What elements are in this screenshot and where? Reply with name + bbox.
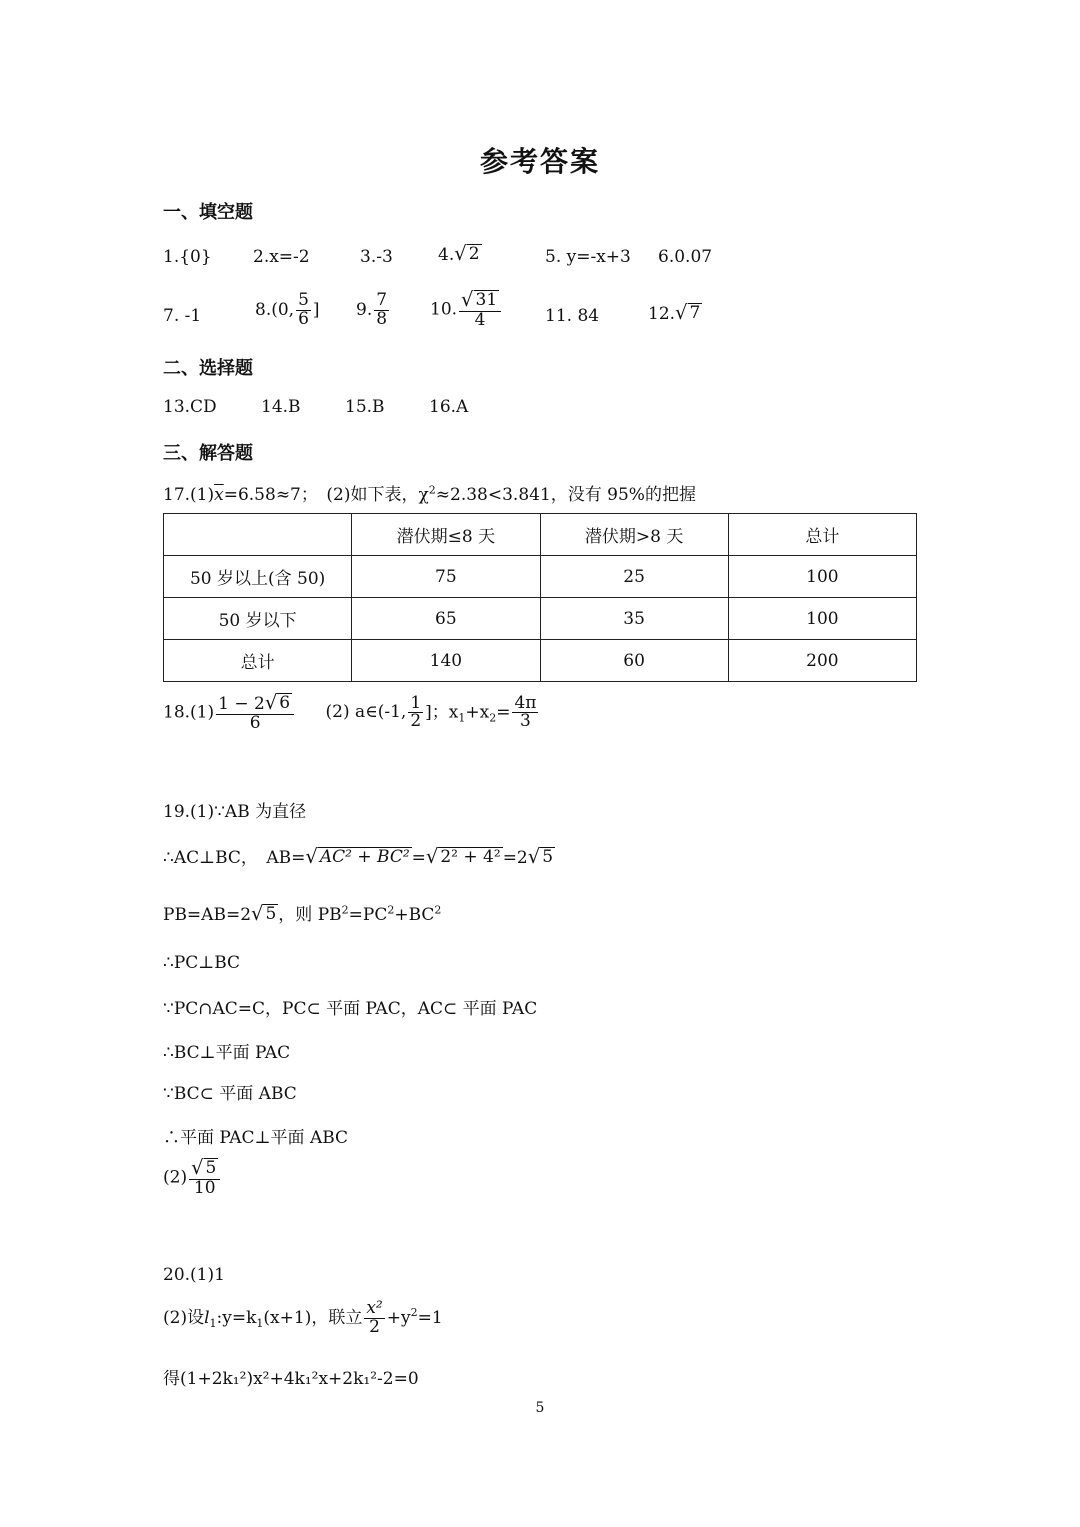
answer-9-denominator: 8 bbox=[376, 308, 388, 329]
q20-line-3: 得(1+2k₁²)x²+4k₁²x+2k₁²-2=0 bbox=[163, 1369, 419, 1389]
answer-7: 7. -1 bbox=[163, 306, 202, 326]
q18-f2-numerator: 1 bbox=[410, 692, 422, 713]
q19-l3-sup1: 2 bbox=[341, 903, 349, 917]
q20-l2-d: +y bbox=[386, 1307, 411, 1328]
answer-6: 6.0.07 bbox=[658, 247, 713, 267]
table-cell: 100 bbox=[728, 598, 916, 640]
q17-xbar: $\overline{x}$ bbox=[214, 485, 224, 505]
table-header-cell: 总计 bbox=[728, 514, 916, 556]
contingency-table bbox=[163, 513, 917, 682]
answer-12-prefix: 12. bbox=[648, 304, 676, 324]
q19-l9-prefix: (2) bbox=[163, 1167, 188, 1188]
table-cell: 50 岁以下 bbox=[164, 598, 352, 640]
answer-1: 1.{0} bbox=[163, 247, 212, 267]
page-title: 参考答案 bbox=[479, 145, 600, 178]
q20-l2-sub2: 1 bbox=[256, 1317, 264, 1331]
answer-8-denominator: 6 bbox=[298, 308, 309, 329]
answer-3: 3.-3 bbox=[360, 247, 393, 267]
q18-sub1: 1 bbox=[458, 711, 466, 725]
q20-l2-sub: 1 bbox=[209, 1317, 217, 1331]
answer-5: 5. y=-x+3 bbox=[545, 247, 631, 267]
table-cell: 35 bbox=[540, 598, 728, 640]
answer-12: 12. √ 7 bbox=[648, 301, 701, 324]
table-header-cell: 潜伏期≤8 天 bbox=[352, 514, 540, 556]
table-cell: 200 bbox=[728, 640, 916, 682]
answer-10-denominator: 4 bbox=[474, 309, 486, 330]
q19-l3-radicand: 5 bbox=[265, 904, 277, 924]
answer-4: 4. √ 2 bbox=[438, 242, 480, 265]
answer-11: 11. 84 bbox=[545, 306, 600, 326]
answer-9 bbox=[356, 292, 391, 329]
answer-8 bbox=[255, 292, 320, 329]
q19-line-4: ∴PC⊥BC bbox=[163, 953, 241, 973]
q20-l2-b: :y=k bbox=[216, 1307, 257, 1328]
table-header-cell bbox=[164, 514, 352, 556]
table-cell: 总计 bbox=[164, 640, 352, 682]
q19-l2-eq: = bbox=[411, 848, 426, 868]
q18-f1-radicand: 6 bbox=[279, 693, 291, 713]
q19-l2-a: ∴AC⊥BC， AB= bbox=[163, 848, 306, 868]
choice-answer: 16.A bbox=[429, 397, 469, 417]
choice-answer: 14.B bbox=[261, 397, 301, 417]
q18-f1-denominator: 6 bbox=[249, 712, 261, 733]
answer-10-radicand: 31 bbox=[475, 290, 498, 310]
q19-line-6: ∴BC⊥平面 PAC bbox=[163, 1043, 291, 1063]
q19-l2-radicand-1: AC² + BC² bbox=[319, 847, 410, 867]
q19-line-8: ∴平面 PAC⊥平面 ABC bbox=[163, 1128, 349, 1148]
q18-f3-denominator: 3 bbox=[520, 711, 531, 732]
q19-line-7: ∵BC⊂ 平面 ABC bbox=[163, 1084, 297, 1104]
q18-f3-numerator: 4π bbox=[514, 692, 537, 713]
choice-answer: 15.B bbox=[345, 397, 385, 417]
q17-superscript: 2 bbox=[428, 483, 436, 497]
q17-tail: ≈2.38<3.841，没有 95%的把握 bbox=[435, 485, 696, 505]
section-fill-blank-heading: 一、填空题 bbox=[163, 202, 253, 223]
q19-l3-sup2: 2 bbox=[387, 903, 395, 917]
q19-l9-denominator: 10 bbox=[193, 1177, 216, 1198]
q18-f2-denominator: 2 bbox=[410, 711, 422, 732]
answer-10: 10. √ 31 4 bbox=[430, 290, 503, 330]
q19-line-2: ∴AC⊥BC， AB= √ AC² + BC² = √ 2² + 4² =2 √ 5 bbox=[163, 845, 554, 868]
q18-sub2: 2 bbox=[489, 711, 497, 725]
table-cell: 25 bbox=[540, 556, 728, 598]
q20-line-2 bbox=[163, 1300, 443, 1337]
q19-l3-a: PB=AB=2 bbox=[163, 905, 252, 925]
q18-line: 18.(1) 1 − 2 √ 6 6 (2) a∈(-1, $\frac{1}{2}$ ]；$x_1+x_2=$ $\frac{4\pi}{3}$ bbox=[163, 691, 537, 733]
q18-mid: ]；x bbox=[425, 702, 459, 723]
answer-4-radicand: 2 bbox=[468, 244, 480, 264]
q19-l3-sup3: 2 bbox=[434, 903, 442, 917]
q19-l3-b: ，则 PB bbox=[278, 905, 342, 925]
q19-l3-c: =PC bbox=[348, 905, 388, 925]
answer-9-numerator: 7 bbox=[376, 290, 388, 310]
table-row bbox=[164, 556, 917, 598]
section-solve-heading: 三、解答题 bbox=[163, 443, 253, 464]
q19-l3-d: +BC bbox=[394, 905, 435, 925]
section-choice-heading: 二、选择题 bbox=[163, 358, 253, 379]
page-number: 5 bbox=[535, 1400, 545, 1416]
answer-2: 2.x=-2 bbox=[253, 247, 310, 267]
choice-answer: 13.CD bbox=[163, 397, 217, 417]
table-cell: 100 bbox=[728, 556, 916, 598]
table-cell: 75 bbox=[352, 556, 540, 598]
q18-eq: = bbox=[496, 702, 511, 723]
q19-line-5: ∵PC∩AC=C，PC⊂ 平面 PAC，AC⊂ 平面 PAC bbox=[163, 999, 538, 1019]
q20-l2-l: l bbox=[204, 1307, 210, 1328]
q18-prefix: 18.(1) bbox=[163, 702, 215, 723]
table-cell: 60 bbox=[540, 640, 728, 682]
q19-l2-radicand-2: 2² + 4² bbox=[440, 847, 501, 867]
q19-l9-radicand: 5 bbox=[205, 1158, 217, 1178]
q19-l2-radicand-3: 5 bbox=[542, 847, 554, 867]
table-row bbox=[164, 598, 917, 640]
q19-line-3: PB=AB=2 √ 5 ，则 $PB^2=PC^2+BC^2$ bbox=[163, 902, 442, 925]
q17-text: =6.58≈7； (2)如下表，χ bbox=[223, 485, 429, 505]
table-cell: 140 bbox=[352, 640, 540, 682]
q20-l2-fraction-numerator: x² bbox=[366, 1298, 383, 1318]
q20-line-1: 20.(1)1 bbox=[163, 1265, 225, 1285]
table-header-cell: 潜伏期>8 天 bbox=[540, 514, 728, 556]
q18-part2: (2) a∈(-1, bbox=[325, 702, 407, 723]
q20-l2-c: (x+1)，联立 bbox=[263, 1307, 363, 1328]
table-cell: 65 bbox=[352, 598, 540, 640]
answer-9-prefix: 9. bbox=[356, 299, 373, 320]
q17-line bbox=[163, 480, 696, 505]
q19-line-1: 19.(1)∵AB 为直径 bbox=[163, 802, 307, 822]
q18-plus: +x bbox=[465, 702, 490, 723]
answer-12-radicand: 7 bbox=[689, 303, 701, 323]
table-header-row bbox=[164, 514, 917, 556]
table-cell: 50 岁以上(含 50) bbox=[164, 556, 352, 598]
answer-8-numerator: 5 bbox=[298, 290, 309, 310]
q19-l2-b: =2 bbox=[502, 848, 528, 868]
q19-line-9: (2) √ 5 10 bbox=[163, 1158, 222, 1198]
q20-l2-sup: 2 bbox=[410, 1306, 418, 1320]
answer-8-prefix: 8.(0, bbox=[255, 299, 295, 320]
table-row bbox=[164, 640, 917, 682]
answer-8-suffix: ] bbox=[312, 299, 320, 320]
q18-f1-numerator: 1 − 2 bbox=[218, 694, 265, 714]
q20-l2-a: (2)设 bbox=[163, 1307, 205, 1328]
q20-l2-e: =1 bbox=[417, 1307, 443, 1328]
q20-l2-fraction-denominator: 2 bbox=[369, 1316, 380, 1337]
q17-prefix: 17.(1) bbox=[163, 485, 215, 505]
answer-10-prefix: 10. bbox=[430, 299, 458, 320]
answer-4-prefix: 4. bbox=[438, 245, 455, 265]
